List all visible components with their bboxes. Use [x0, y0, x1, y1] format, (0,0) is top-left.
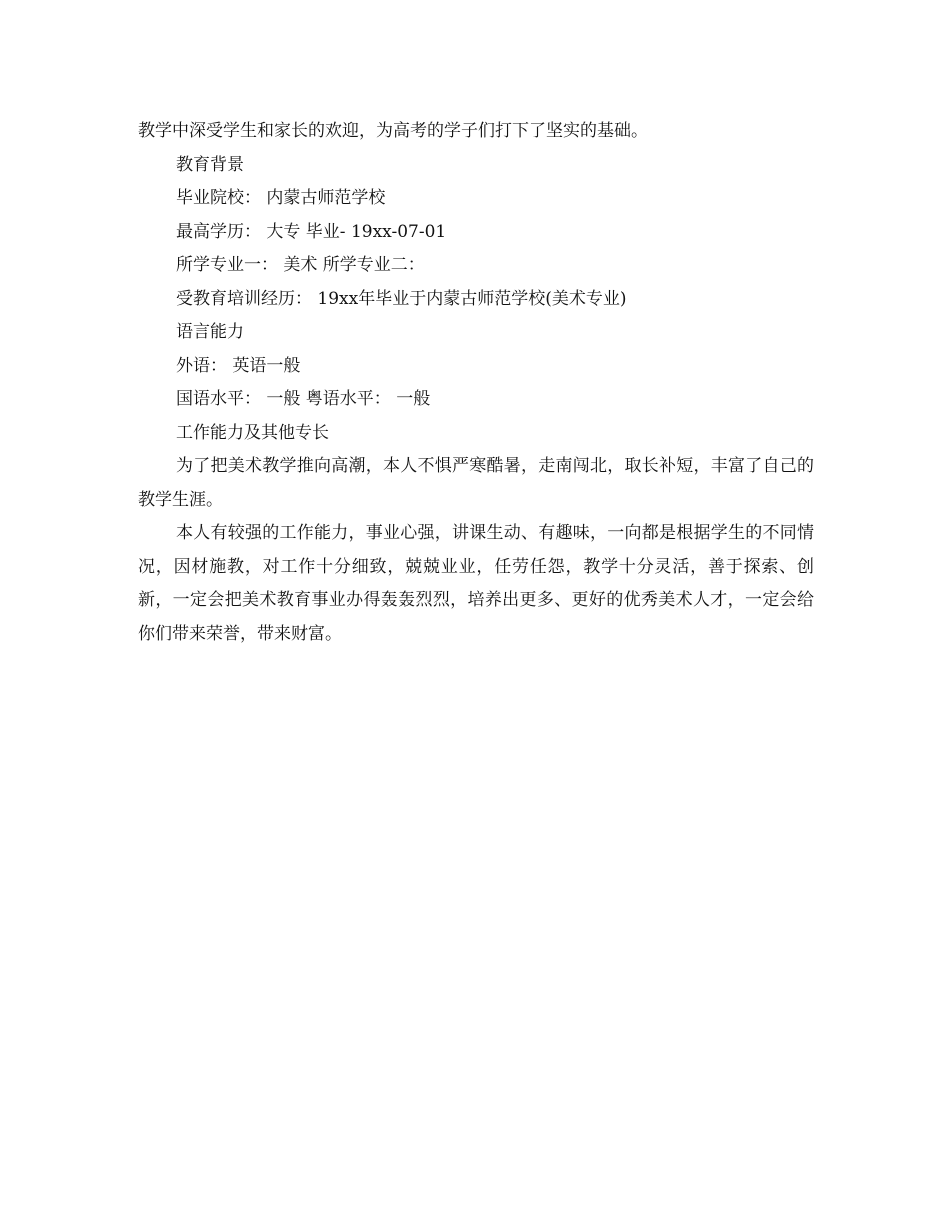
training-history: 受教育培训经历： 19xx年毕业于内蒙古师范学校(美术专业): [176, 288, 627, 309]
skills-paragraph-1: 为了把美术教学推向高潮，本人不惧严寒酷暑，走南闯北，取长补短，丰富了自己的教学生涯。: [138, 456, 814, 510]
major-field: 所学专业一： 美术 所学专业二：: [176, 255, 425, 275]
foreign-language: 外语： 英语一般: [176, 355, 301, 376]
intro-line: 教学中深受学生和家长的欢迎，为高考的学子们打下了坚实的基础。: [138, 121, 648, 141]
dialect-level: 国语水平： 一般 粤语水平： 一般: [176, 389, 431, 409]
highest-degree: 最高学历： 大专 毕业- 19xx-07-01: [176, 221, 447, 242]
skills-paragraph-2: 本人有较强的工作能力，事业心强，讲课生动、有趣味，一向都是根据学生的不同情况，因材施教，对工作十分细致，兢兢业业，任劳任怨，教学十分灵活，善于探索、创新，一定会把美术教育事业办得轰轰烈烈，培养出更多、更好的优秀美术人才，一定会给你们带来荣誉，带来财富。: [138, 523, 814, 644]
education-heading: 教育背景: [176, 154, 244, 175]
graduation-school: 毕业院校： 内蒙古师范学校: [176, 188, 386, 208]
document-page: [138, 115, 814, 651]
language-heading: 语言能力: [176, 322, 244, 342]
skills-heading: 工作能力及其他专长: [176, 422, 329, 443]
